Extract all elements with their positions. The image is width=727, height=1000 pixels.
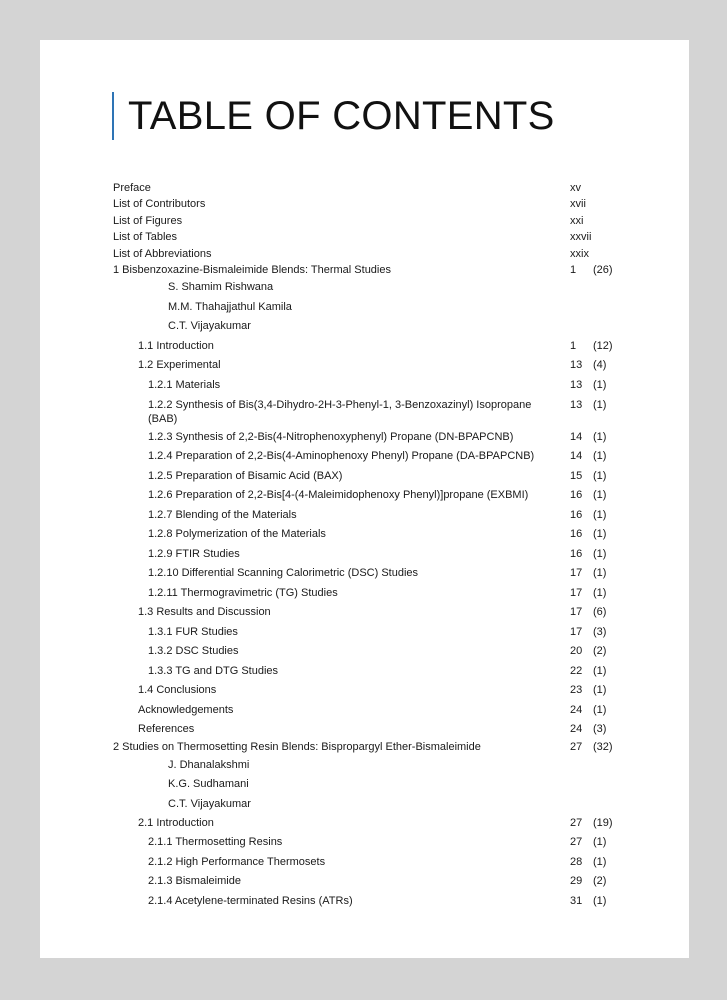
toc-entry-count: (12) — [593, 340, 613, 352]
toc-entry-label: 2.1 Introduction — [138, 817, 214, 829]
toc-entry-page: 16 — [570, 528, 583, 540]
toc-entry-label: List of Abbreviations — [113, 248, 212, 260]
toc-entry-page: 17 — [570, 567, 583, 579]
toc-entry-count: (1) — [593, 509, 607, 521]
toc-entry-count: (1) — [593, 489, 607, 501]
toc-entry-label: List of Contributors — [113, 198, 206, 210]
toc-entry-label: Acknowledgements — [138, 704, 234, 716]
toc-entry-label: 2.1.1 Thermosetting Resins — [148, 836, 283, 848]
toc-entry-page: 27 — [570, 836, 583, 848]
toc-entry-page: 13 — [570, 359, 583, 371]
toc-entry-count: (1) — [593, 836, 607, 848]
toc-entry-label: 1.4 Conclusions — [138, 684, 217, 696]
chapter-author: C.T. Vijayakumar — [168, 320, 251, 332]
toc-entry-count: (4) — [593, 359, 607, 371]
chapter-author: M.M. Thahajjathul Kamila — [168, 301, 292, 313]
toc-entry-label: 2.1.2 High Performance Thermosets — [148, 856, 326, 868]
toc-entry-page: 16 — [570, 548, 583, 560]
toc-entry-count: (1) — [593, 895, 607, 907]
toc-entry-label: 1.3 Results and Discussion — [138, 606, 271, 618]
toc-entry-label: 1.2.3 Synthesis of 2,2-Bis(4-Nitrophenoxyphenyl) Propane (DN-BPAPCNB) — [148, 431, 514, 443]
chapter-author: J. Dhanalakshmi — [168, 759, 250, 771]
toc-entry-label: 1.3.3 TG and DTG Studies — [148, 665, 279, 677]
toc-entry-page: 24 — [570, 704, 583, 716]
toc-entry-page: 15 — [570, 470, 583, 482]
toc-entry-count: (26) — [593, 264, 613, 276]
toc-entry-page: 20 — [570, 645, 583, 657]
toc-entry-page: 31 — [570, 895, 583, 907]
toc-entry-count: (1) — [593, 379, 607, 391]
toc-entry-label: 1.2.4 Preparation of 2,2-Bis(4-Aminophenoxy Phenyl) Propane (DA-BPAPCNB) — [148, 450, 535, 462]
toc-entry-page: 27 — [570, 817, 583, 829]
chapter-author: S. Shamim Rishwana — [168, 281, 274, 293]
toc-entry-count: (19) — [593, 817, 613, 829]
toc-entry-label: List of Tables — [113, 231, 178, 243]
toc-entry-count: (1) — [593, 399, 607, 411]
toc-entry-label: 1.2.1 Materials — [148, 379, 221, 391]
toc-entry-label-continued: (BAB) — [148, 413, 178, 425]
toc-entry-label: List of Figures — [113, 215, 183, 227]
toc-entry-label: Preface — [113, 182, 151, 194]
toc-entry-count: (1) — [593, 704, 607, 716]
toc-entry-count: (1) — [593, 856, 607, 868]
toc-entry-label: 2.1.3 Bismaleimide — [148, 875, 241, 887]
toc-entry-label: 1.2.6 Preparation of 2,2-Bis[4-(4-Maleimidophenoxy Phenyl)]propane (EXBMI) — [148, 489, 529, 501]
toc-entry-page: 27 — [570, 741, 583, 753]
toc-entry-count: (3) — [593, 723, 607, 735]
toc-entry-count: (32) — [593, 741, 613, 753]
toc-entry-label: 1.2.11 Thermogravimetric (TG) Studies — [148, 587, 338, 599]
page-title: TABLE OF CONTENTS — [128, 94, 555, 138]
toc-entry-page: xxix — [570, 248, 589, 260]
toc-entry-count: (1) — [593, 548, 607, 560]
toc-entry-count: (1) — [593, 470, 607, 482]
title-block — [112, 92, 555, 140]
toc-entry-count: (1) — [593, 587, 607, 599]
toc-entry-page: xvii — [570, 198, 586, 210]
toc-entry-count: (2) — [593, 875, 607, 887]
toc-entry-label: 1.2.9 FTIR Studies — [148, 548, 240, 560]
toc-entry-page: 14 — [570, 431, 583, 443]
toc-entry-label: 1.2.2 Synthesis of Bis(3,4-Dihydro-2H-3-Phenyl-1, 3-Benzoxazinyl) Isopropane — [148, 399, 532, 411]
chapter-author: C.T. Vijayakumar — [168, 798, 251, 810]
toc-entry-page: 14 — [570, 450, 583, 462]
toc-entry-page: 17 — [570, 587, 583, 599]
toc-entry-label: 1.2 Experimental — [138, 359, 221, 371]
toc-entry-page: 1 — [570, 340, 577, 352]
toc-entry-page: 23 — [570, 684, 583, 696]
toc-entry-page: 1 — [570, 264, 577, 276]
toc-entry-label: 1.1 Introduction — [138, 340, 214, 352]
toc-entry-label: 1.2.7 Blending of the Materials — [148, 509, 297, 521]
chapter-author: K.G. Sudhamani — [168, 778, 249, 790]
toc-entry-page: 16 — [570, 509, 583, 521]
toc-entry-label: 2.1.4 Acetylene-terminated Resins (ATRs) — [148, 895, 353, 907]
toc-entry-count: (1) — [593, 528, 607, 540]
toc-entry-count: (2) — [593, 645, 607, 657]
toc-entry-label: 1.2.10 Differential Scanning Calorimetric (DSC) Studies — [148, 567, 419, 579]
toc-entry-count: (1) — [593, 684, 607, 696]
toc-entry-page: xxvii — [570, 231, 592, 243]
toc-entry-label: 1.2.8 Polymerization of the Materials — [148, 528, 326, 540]
toc-entry-count: (1) — [593, 665, 607, 677]
toc-entry-count: (6) — [593, 606, 607, 618]
toc-entry-page: 29 — [570, 875, 583, 887]
toc-entry-page: 13 — [570, 379, 583, 391]
chapter-title: 1 Bisbenzoxazine-Bismaleimide Blends: Thermal Studies — [113, 264, 391, 276]
toc-entry-page: 24 — [570, 723, 583, 735]
chapter-title: 2 Studies on Thermosetting Resin Blends: Bispropargyl Ether-Bismaleimide — [113, 741, 481, 753]
toc-entry-label: 1.3.2 DSC Studies — [148, 645, 239, 657]
toc-entry-count: (1) — [593, 567, 607, 579]
toc-entry-count: (1) — [593, 431, 607, 443]
toc-entry-page: 17 — [570, 606, 583, 618]
toc-entry-page: 28 — [570, 856, 583, 868]
toc-entry-page: xxi — [570, 215, 584, 227]
toc-entry-count: (3) — [593, 626, 607, 638]
toc-entry-page: 13 — [570, 399, 583, 411]
toc-entry-count: (1) — [593, 450, 607, 462]
toc-entry-label: 1.2.5 Preparation of Bisamic Acid (BAX) — [148, 470, 343, 482]
toc-entry-page: 16 — [570, 489, 583, 501]
toc-entry-label: 1.3.1 FUR Studies — [148, 626, 238, 638]
document-page — [40, 40, 689, 958]
toc-entry-label: References — [138, 723, 195, 735]
toc-entry-page: xv — [570, 182, 581, 194]
toc-entry-page: 17 — [570, 626, 583, 638]
toc-entry-page: 22 — [570, 665, 583, 677]
